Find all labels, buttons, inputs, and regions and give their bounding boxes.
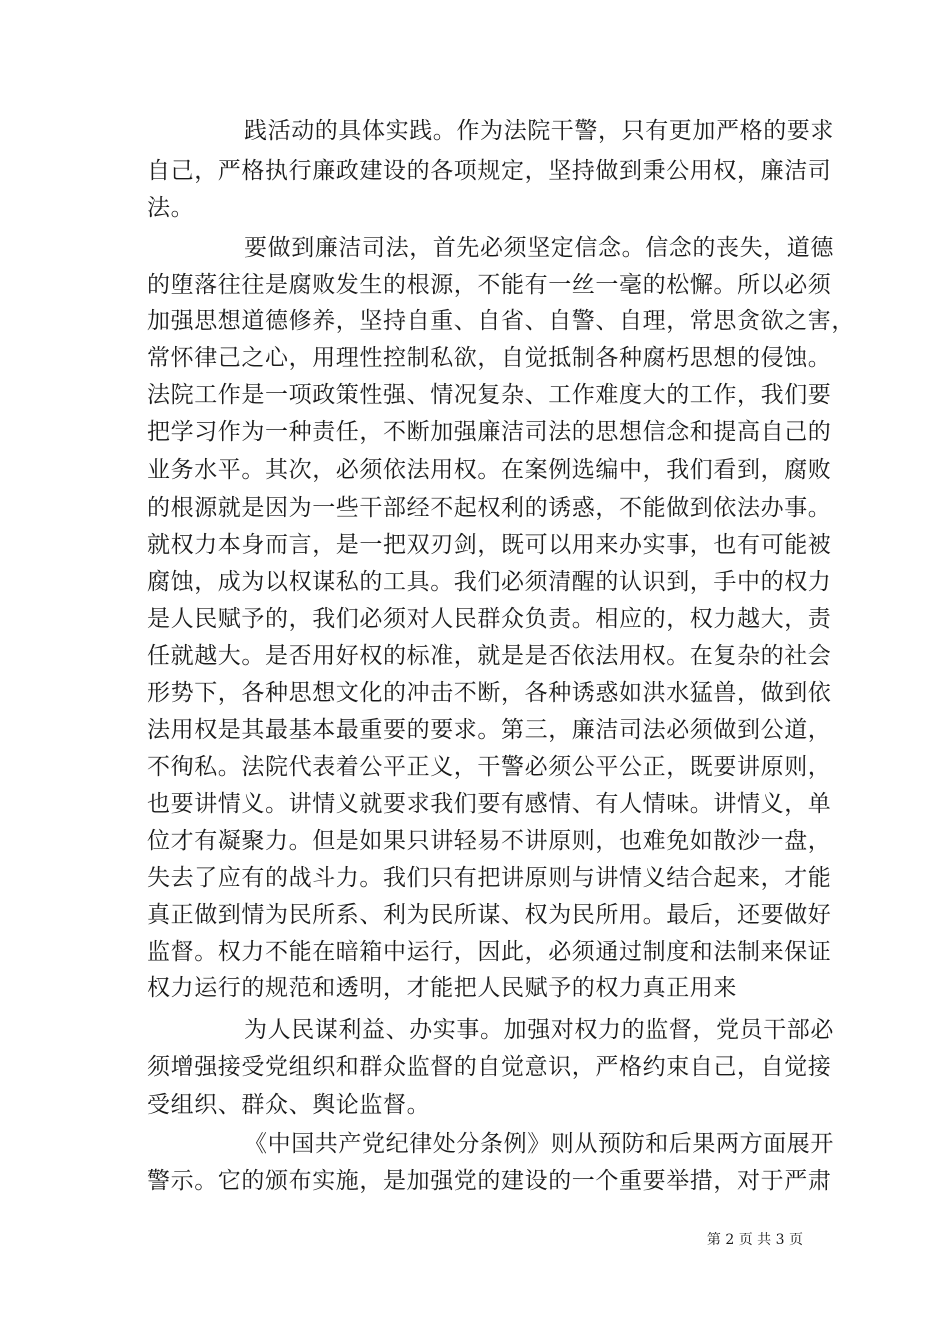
text-line: 践活动的具体实践。作为法院干警，只有更加严格的要求 xyxy=(244,118,834,144)
text-line: 法院工作是一项政策性强、情况复杂、工作难度大的工作，我们要 xyxy=(147,382,832,408)
text-line: 加强思想道德修养，坚持自重、自省、自警、自理，常思贪欲之害， xyxy=(147,308,855,334)
text-line: 位才有凝聚力。但是如果只讲轻易不讲原则，也难免如散沙一盘， xyxy=(147,828,832,854)
text-line: 《中国共产党纪律处分条例》则从预防和后果两方面展开 xyxy=(244,1131,834,1157)
text-line: 法。 xyxy=(147,195,195,221)
text-line: 业务水平。其次，必须依法用权。在案例选编中，我们看到，腐败 xyxy=(147,457,832,483)
text-line: 任就越大。是否用好权的标准，就是是否依法用权。在复杂的社会 xyxy=(147,643,832,669)
text-line: 腐蚀，成为以权谋私的工具。我们必须清醒的认识到，手中的权力 xyxy=(147,569,832,595)
text-line: 也要讲情义。讲情义就要求我们要有感情、有人情味。讲情义，单 xyxy=(147,791,832,817)
text-line: 真正做到情为民所系、利为民所谋、权为民所用。最后，还要做好 xyxy=(147,902,832,928)
text-line: 失去了应有的战斗力。我们只有把讲原则与讲情义结合起来，才能 xyxy=(147,865,832,891)
text-line: 把学习作为一种责任，不断加强廉洁司法的思想信念和提高自己的 xyxy=(147,419,832,445)
text-line: 法用权是其最基本最重要的要求。第三，廉洁司法必须做到公道， xyxy=(147,717,832,743)
text-line: 受组织、群众、舆论监督。 xyxy=(147,1092,431,1118)
text-line: 警示。它的颁布实施，是加强党的建设的一个重要举措，对于严肃 xyxy=(147,1168,832,1194)
text-line: 不徇私。法院代表着公平正义，干警必须公平公正，既要讲原则， xyxy=(147,754,832,780)
text-line: 就权力本身而言，是一把双刃剑，既可以用来办实事，也有可能被 xyxy=(147,532,832,558)
text-line: 的根源就是因为一些干部经不起权利的诱惑，不能做到依法办事。 xyxy=(147,495,832,521)
text-line: 是人民赋予的，我们必须对人民群众负责。相应的，权力越大，责 xyxy=(147,606,832,632)
text-line: 常怀律己之心，用理性控制私欲，自觉抵制各种腐朽思想的侵蚀。 xyxy=(147,345,832,371)
text-line: 须增强接受党组织和群众监督的自觉意识，严格约束自己，自觉接 xyxy=(147,1054,832,1080)
text-line: 形势下，各种思想文化的冲击不断，各种诱惑如洪水猛兽，做到依 xyxy=(147,680,832,706)
text-line: 要做到廉洁司法，首先必须坚定信念。信念的丧失，道德 xyxy=(244,235,834,261)
text-line: 监督。权力不能在暗箱中运行，因此，必须通过制度和法制来保证 xyxy=(147,939,832,965)
text-line: 的堕落往往是腐败发生的根源，不能有一丝一毫的松懈。所以必须 xyxy=(147,272,832,298)
text-line: 权力运行的规范和透明，才能把人民赋予的权力真正用来 xyxy=(147,975,737,1001)
page-number-footer: 第 2 页 共 3 页 xyxy=(706,1232,803,1248)
text-line: 自己，严格执行廉政建设的各项规定，坚持做到秉公用权，廉洁司 xyxy=(147,158,832,184)
text-line: 为人民谋利益、办实事。加强对权力的监督，党员干部必 xyxy=(244,1017,834,1043)
